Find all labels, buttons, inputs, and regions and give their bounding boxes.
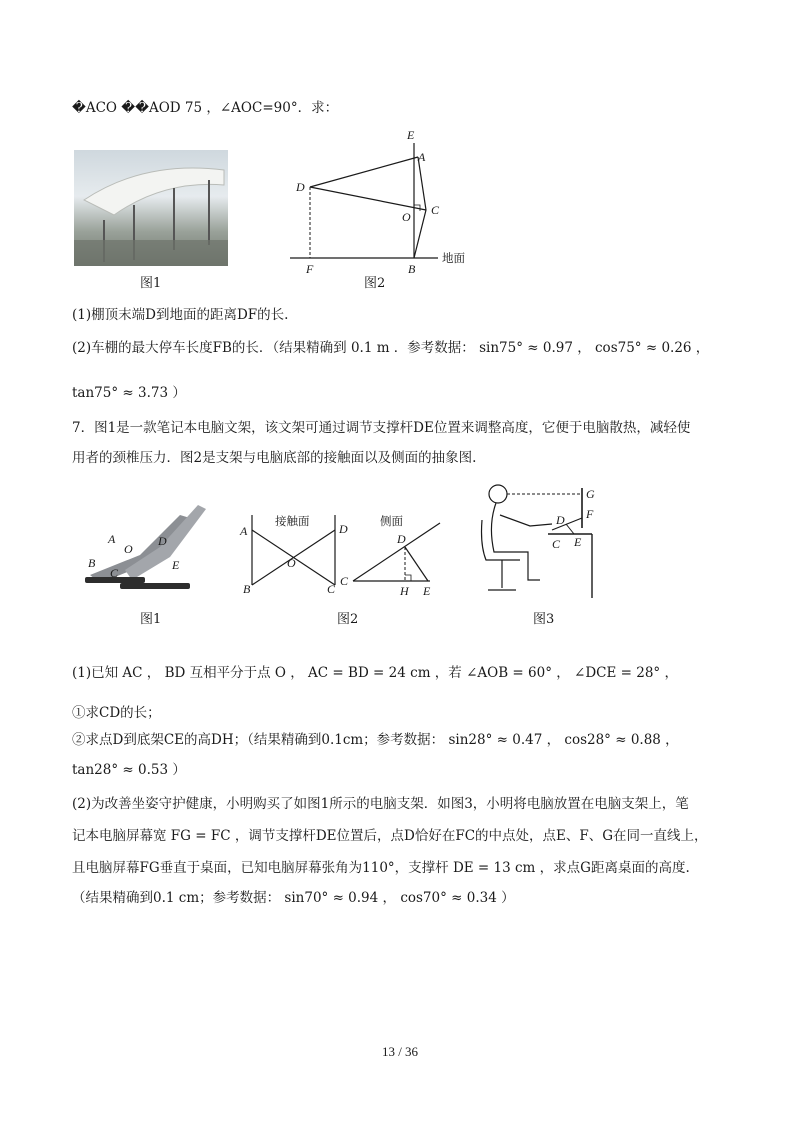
label-ground: 地面 [442, 251, 465, 265]
q7-intro-1: 7．图1是一款笔记本电脑文架，该文架可通过调节支撑杆DE位置来调整高度，它便于电脑散热，减轻使 [72, 420, 691, 436]
label-D: D [158, 534, 167, 548]
q7-p2-4: （结果精确到0.1 cm；参考数据： sin70° ≈ 0.94 ， cos70° ≈ 0.34 ） [72, 890, 515, 906]
page-number: 13 / 36 [381, 1044, 419, 1059]
q6-fig2 [290, 125, 490, 279]
label-C: C [431, 203, 440, 217]
label-E: E [172, 558, 180, 572]
label-G: G [586, 487, 595, 501]
q7-p1: (1)已知 AC ， BD 互相平分于点 O ， AC = BD = 24 cm ，若 ∠AOB = 60° ， ∠DCE = 28° ， [72, 665, 678, 681]
q7-fig1-caption: 图1 [140, 612, 162, 627]
q7-fig2-caption: 图2 [337, 612, 359, 627]
label-C2: C [340, 574, 349, 588]
label-B: B [243, 582, 251, 596]
q6-fig1-caption: 图1 [140, 276, 162, 291]
label-F: F [586, 507, 594, 521]
q6-sub1: (1)棚顶末端D到地面的距离DF的长. [72, 307, 289, 323]
q6-fig2-caption: 图2 [364, 276, 386, 291]
q7-intro-2: 用者的颈椎压力．图2是支架与电脑底部的接触面以及侧面的抽象图. [72, 450, 477, 466]
label-B: B [88, 556, 96, 570]
q6-sub2-tail: tan75° ≈ 3.73 ） [72, 385, 186, 401]
label-E2: E [423, 584, 431, 598]
fig2-title-contact: 接触面 [275, 514, 310, 528]
q7-fig2 [235, 505, 445, 604]
q7-p1-b: ②求点D到底架CE的高DH；（结果精确到0.1cm；参考数据： sin28° ≈ 0.47 ， cos28° ≈ 0.88 ， [72, 732, 679, 748]
q7-fig3 [470, 480, 620, 609]
label-D2: D [397, 532, 406, 546]
shed-illustration [74, 150, 228, 266]
label-O: O [124, 542, 133, 556]
label-A: A [108, 532, 116, 546]
label-D: D [296, 180, 305, 194]
label-D: D [556, 513, 565, 527]
label-H: H [400, 584, 409, 598]
laptop-stand-illustration [80, 485, 210, 595]
q7-p1-a: ①求CD的长； [72, 705, 161, 721]
label-C: C [110, 566, 119, 580]
q6-fig1-photo [74, 150, 228, 266]
label-C: C [552, 537, 561, 551]
label-D: D [339, 522, 348, 536]
q7-p2-3: 且电脑屏幕FG垂直于桌面，已知电脑屏幕张角为110°，支撑杆 DE = 13 cm ，求点G距离桌面的高度. [72, 860, 690, 876]
q6-sub2: (2)车棚的最大停车长度FB的长．（结果精确到 0.1 m ．参考数据： sin75° ≈ 0.97 ， cos75° ≈ 0.26 ， [72, 340, 710, 356]
q7-p1-b-tail: tan28° ≈ 0.53 ） [72, 762, 186, 778]
q7-fig2-diagram [235, 505, 445, 600]
q6-head-line: �ACO ��AOD 75 ，∠AOC=90°．求： [72, 100, 339, 116]
label-A: A [240, 524, 248, 538]
label-C: C [327, 582, 336, 596]
q7-p2-2: 记本电脑屏幕宽 FG = FC ，调节支撑杆DE位置后，点D恰好在FC的中点处，点E、F、G在同一直线上， [72, 828, 708, 844]
label-E: E [574, 535, 582, 549]
label-O: O [287, 556, 296, 570]
q6-fig2-diagram [290, 125, 490, 275]
label-B: B [408, 262, 416, 275]
fig2-title-side: 侧面 [380, 514, 403, 528]
label-F: F [306, 262, 314, 275]
label-O: O [402, 210, 411, 224]
q7-p2-1: (2)为改善坐姿守护健康，小明购买了如图1所示的电脑支架．如图3，小明将电脑放置在电脑支架上，笔 [72, 796, 689, 812]
label-A: A [418, 150, 426, 164]
q7-fig3-caption: 图3 [533, 612, 555, 627]
q7-fig3-diagram [470, 480, 620, 605]
q7-fig1 [80, 485, 210, 599]
label-E: E [407, 128, 415, 142]
